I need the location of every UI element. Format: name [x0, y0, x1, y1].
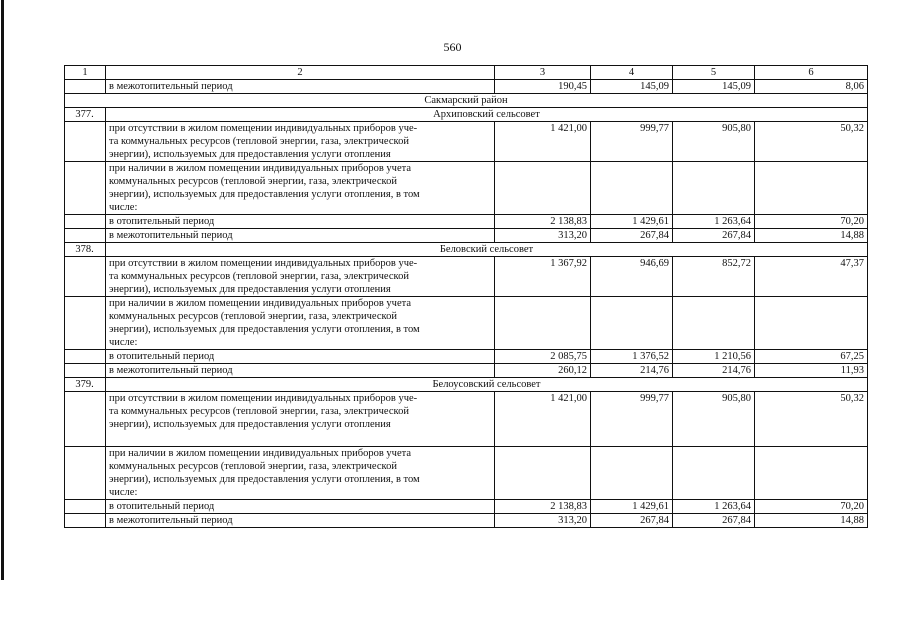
- settlement-title: Архиповский сельсовет: [106, 108, 868, 122]
- table-row: [65, 80, 868, 94]
- index-cell: [65, 297, 106, 350]
- table-row: [65, 514, 868, 528]
- value-cell: 14,88: [755, 229, 868, 243]
- table-row: [65, 297, 868, 350]
- row-label: [106, 162, 495, 215]
- value-cell: [673, 447, 755, 500]
- label-text: при отсутствии в жилом помещении индивидуальных приборов уче- та коммунальных ресурсов (тепловой энергии, газа, электрической энергии), используемых для предоставления услуги отопления: [109, 258, 418, 295]
- value-cell: 50,32: [755, 392, 868, 447]
- column-header: 6: [755, 66, 868, 80]
- value-cell: 905,80: [673, 392, 755, 447]
- value-cell: 267,84: [673, 514, 755, 528]
- value-cell: 2 138,83: [495, 215, 591, 229]
- value-cell: 145,09: [591, 80, 673, 94]
- value-cell: 1 429,61: [591, 215, 673, 229]
- value-cell: [673, 162, 755, 215]
- table-row: [65, 215, 868, 229]
- row-label: в межотопительный период: [106, 364, 495, 378]
- index-cell: [65, 80, 106, 94]
- row-label: [106, 297, 495, 350]
- value-cell: [495, 297, 591, 350]
- index-cell: [65, 162, 106, 215]
- value-cell: 145,09: [673, 80, 755, 94]
- table-row: [65, 122, 868, 162]
- value-cell: 1 263,64: [673, 215, 755, 229]
- column-header: 1: [65, 66, 106, 80]
- value-cell: 1 376,52: [591, 350, 673, 364]
- value-cell: 852,72: [673, 257, 755, 297]
- left-margin-bar: [1, 0, 4, 580]
- value-cell: 946,69: [591, 257, 673, 297]
- settlement-title: Белоусовский сельсовет: [106, 378, 868, 392]
- row-label: в межотопительный период: [106, 229, 495, 243]
- section-index: 379.: [65, 378, 106, 392]
- tariff-table: [64, 65, 868, 528]
- value-cell: [673, 297, 755, 350]
- section-index: 377.: [65, 108, 106, 122]
- index-cell: [65, 392, 106, 447]
- value-cell: 1 263,64: [673, 500, 755, 514]
- value-cell: 50,32: [755, 122, 868, 162]
- settlement-title: Беловский сельсовет: [106, 243, 868, 257]
- value-cell: 1 429,61: [591, 500, 673, 514]
- row-label: в отопительный период: [106, 350, 495, 364]
- label-text: при наличии в жилом помещении индивидуальных приборов учета коммунальных ресурсов (тепловой энергии, газа, электрической энергии), используемых для предоставления услуги отопления, в том числе:: [109, 163, 420, 213]
- value-cell: 267,84: [673, 229, 755, 243]
- row-label: [106, 447, 495, 500]
- table-row: [65, 500, 868, 514]
- table-row: [65, 392, 868, 447]
- value-cell: 14,88: [755, 514, 868, 528]
- settlement-row: [65, 378, 868, 392]
- value-cell: 267,84: [591, 514, 673, 528]
- column-header: 5: [673, 66, 755, 80]
- label-text: при наличии в жилом помещении индивидуальных приборов учета коммунальных ресурсов (тепловой энергии, газа, электрической энергии), используемых для предоставления услуги отопления, в том числе:: [109, 448, 420, 498]
- value-cell: 47,37: [755, 257, 868, 297]
- value-cell: 214,76: [673, 364, 755, 378]
- page-number: 560: [443, 40, 462, 54]
- index-cell: [65, 215, 106, 229]
- value-cell: [755, 297, 868, 350]
- value-cell: 313,20: [495, 229, 591, 243]
- value-cell: 2 085,75: [495, 350, 591, 364]
- table-row: [65, 447, 868, 500]
- index-cell: [65, 257, 106, 297]
- value-cell: 260,12: [495, 364, 591, 378]
- value-cell: 1 421,00: [495, 122, 591, 162]
- value-cell: 2 138,83: [495, 500, 591, 514]
- district-title: Сакмарский район: [65, 94, 868, 108]
- value-cell: 214,76: [591, 364, 673, 378]
- table-row: [65, 257, 868, 297]
- row-label: [106, 257, 495, 297]
- row-label: в межотопительный период: [106, 514, 495, 528]
- index-cell: [65, 447, 106, 500]
- value-cell: 999,77: [591, 392, 673, 447]
- index-cell: [65, 122, 106, 162]
- column-header: 2: [106, 66, 495, 80]
- column-header: 3: [495, 66, 591, 80]
- value-cell: 999,77: [591, 122, 673, 162]
- row-label: в отопительный период: [106, 500, 495, 514]
- label-text: при отсутствии в жилом помещении индивидуальных приборов уче- та коммунальных ресурсов (тепловой энергии, газа, электрической энергии), используемых для предоставления услуги отопления: [109, 123, 418, 160]
- index-cell: [65, 500, 106, 514]
- table-row: [65, 364, 868, 378]
- row-label: в отопительный период: [106, 215, 495, 229]
- row-label: [106, 122, 495, 162]
- value-cell: 190,45: [495, 80, 591, 94]
- value-cell: 267,84: [591, 229, 673, 243]
- value-cell: 313,20: [495, 514, 591, 528]
- table-row: [65, 229, 868, 243]
- value-cell: [591, 447, 673, 500]
- index-cell: [65, 229, 106, 243]
- value-cell: 1 210,56: [673, 350, 755, 364]
- settlement-row: [65, 243, 868, 257]
- value-cell: 11,93: [755, 364, 868, 378]
- value-cell: [495, 162, 591, 215]
- column-header: 4: [591, 66, 673, 80]
- value-cell: [755, 162, 868, 215]
- value-cell: 1 367,92: [495, 257, 591, 297]
- settlement-row: [65, 108, 868, 122]
- index-cell: [65, 364, 106, 378]
- label-text: при отсутствии в жилом помещении индивидуальных приборов уче- та коммунальных ресурсов (тепловой энергии, газа, электрической энергии), используемых для предоставления услуги отопления: [109, 393, 418, 430]
- table-row: [65, 350, 868, 364]
- index-cell: [65, 514, 106, 528]
- value-cell: 8,06: [755, 80, 868, 94]
- value-cell: [591, 297, 673, 350]
- value-cell: 70,20: [755, 500, 868, 514]
- section-index: 378.: [65, 243, 106, 257]
- row-label: [106, 392, 495, 447]
- label-text: при наличии в жилом помещении индивидуальных приборов учета коммунальных ресурсов (тепловой энергии, газа, электрической энергии), используемых для предоставления услуги отопления, в том числе:: [109, 298, 420, 348]
- value-cell: [591, 162, 673, 215]
- value-cell: [755, 447, 868, 500]
- district-row: [65, 94, 868, 108]
- value-cell: 1 421,00: [495, 392, 591, 447]
- column-header-row: [65, 66, 868, 80]
- value-cell: [495, 447, 591, 500]
- row-label: в межотопительный период: [106, 80, 495, 94]
- value-cell: 70,20: [755, 215, 868, 229]
- index-cell: [65, 350, 106, 364]
- value-cell: 67,25: [755, 350, 868, 364]
- table-row: [65, 162, 868, 215]
- value-cell: 905,80: [673, 122, 755, 162]
